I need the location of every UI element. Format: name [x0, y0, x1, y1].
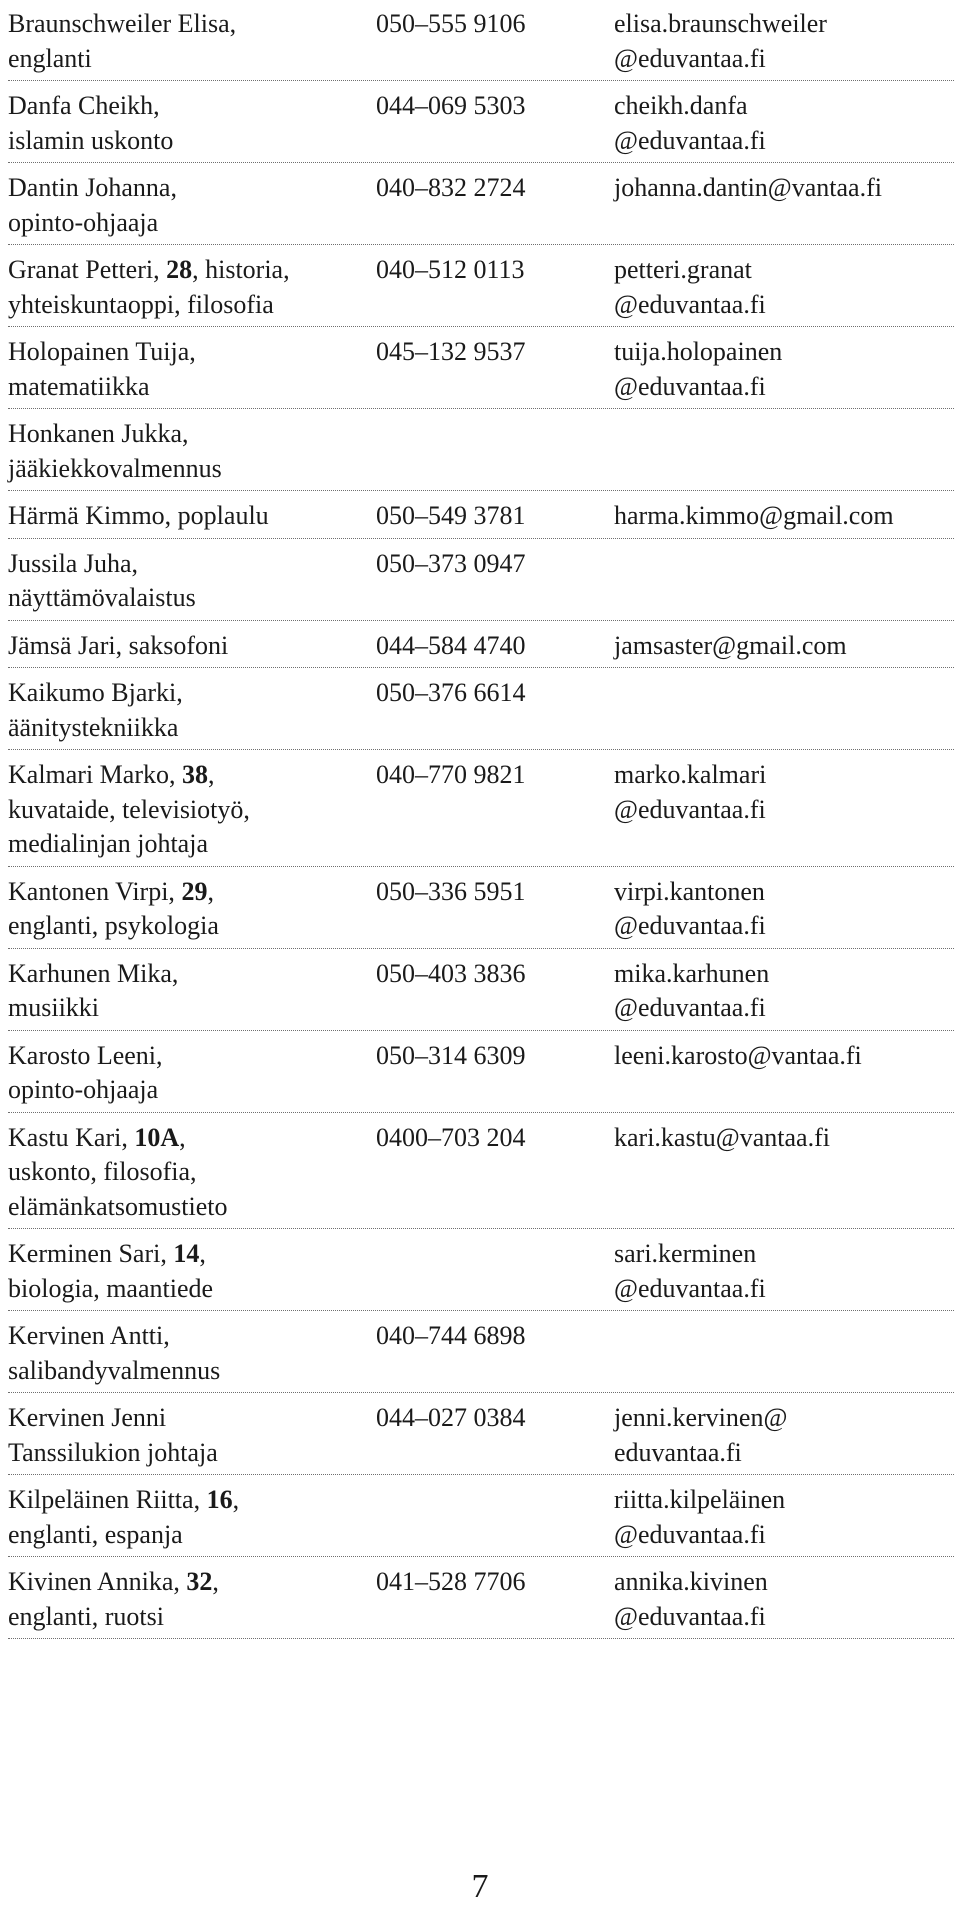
contact-name [8, 335, 376, 404]
contact-name-line: jääkiekkovalmennus [8, 453, 222, 483]
contact-row [8, 491, 954, 539]
contact-row [8, 81, 954, 163]
contact-name-line: yhteiskuntaoppi, filosofia [8, 289, 274, 319]
contact-email-line: eduvantaa.fi [614, 1437, 742, 1467]
contact-email [614, 1483, 954, 1552]
contact-email [614, 875, 954, 944]
contact-name-line: Kervinen Jenni [8, 1403, 167, 1432]
contact-name-line: Danfa Cheikh, [8, 91, 160, 120]
contact-email-line: jenni.kervinen@ [614, 1403, 788, 1432]
contact-name-line: islamin uskonto [8, 125, 174, 155]
contact-name-line: Kalmari Marko, 38, [8, 760, 215, 789]
contact-name-line: opinto-ohjaaja [8, 1075, 159, 1104]
contact-email-line: sari.kerminen [614, 1239, 757, 1268]
contact-name-line: Karhunen Mika, [8, 958, 179, 988]
contact-email-line: riitta.kilpeläinen [614, 1485, 786, 1514]
contact-phone: 040–512 0113 [376, 255, 525, 284]
contact-email [614, 1121, 954, 1156]
contact-email [614, 1237, 954, 1306]
contact-name [8, 875, 376, 944]
contact-name-line: Kilpeläinen Riitta, 16, [8, 1485, 240, 1514]
contact-name [8, 89, 376, 158]
contact-row [8, 1393, 954, 1475]
contact-email-line: annika.kivinen [614, 1567, 768, 1596]
contact-name-line: Karosto Leeni, [8, 1040, 163, 1070]
contact-email [614, 758, 954, 827]
contact-name-line: englanti, psykologia [8, 911, 219, 940]
contact-phone: 040–832 2724 [376, 173, 526, 202]
contact-phone: 050–336 5951 [376, 876, 526, 906]
contact-email-line: @eduvantaa.fi [614, 43, 766, 73]
contact-name-line: Kantonen Virpi, 29, [8, 876, 214, 906]
contact-email-line: @eduvantaa.fi [614, 125, 766, 155]
contact-name-line: matematiikka [8, 371, 150, 401]
contact-name [8, 253, 376, 322]
room-number: 32 [186, 1567, 213, 1596]
contact-name [8, 1401, 376, 1470]
contact-email-line: jamsaster@gmail.com [614, 630, 847, 660]
contact-row [8, 867, 954, 949]
room-number: 16 [206, 1485, 233, 1514]
contact-email [614, 1401, 954, 1470]
contact-row [8, 1229, 954, 1311]
contact-phone: 0400–703 204 [376, 1122, 526, 1152]
contact-email-line: marko.kalmari [614, 760, 767, 789]
contact-name [8, 1483, 376, 1552]
contact-phone: 050–403 3836 [376, 958, 526, 988]
contact-name [8, 1319, 376, 1388]
contact-name-line: Braunschweiler Elisa, [8, 9, 237, 38]
contact-email-line: @eduvantaa.fi [614, 1519, 766, 1549]
contact-email [614, 335, 954, 404]
contact-email-line: leeni.karosto@vantaa.fi [614, 1040, 862, 1070]
contact-name-line: Kaikumo Bjarki, [8, 678, 183, 707]
contact-name [8, 1237, 376, 1306]
contact-name-line: englanti, espanja [8, 1519, 183, 1549]
contact-name-line: kuvataide, televisiotyö, [8, 794, 250, 824]
contact-name [8, 1039, 376, 1108]
contact-phone: 044–027 0384 [376, 1403, 526, 1432]
contact-list [8, 0, 954, 1639]
contact-name-line: Granat Petteri, 28, historia, [8, 255, 290, 284]
contact-name-line: äänitystekniikka [8, 712, 179, 742]
contact-phone: 050–373 0947 [376, 548, 526, 578]
contact-row [8, 539, 954, 621]
room-number: 38 [182, 760, 209, 789]
contact-phone: 041–528 7706 [376, 1567, 526, 1596]
contact-phone: 044–069 5303 [376, 91, 526, 120]
contact-name-line: Dantin Johanna, [8, 173, 177, 202]
contact-name-line: elämänkatsomustieto [8, 1191, 228, 1221]
contact-email [614, 957, 954, 1026]
contact-phone: 045–132 9537 [376, 337, 526, 366]
contact-name [8, 758, 376, 862]
contact-name [8, 7, 376, 76]
contact-row [8, 163, 954, 245]
contact-email [614, 1039, 954, 1074]
contact-name [8, 547, 376, 616]
contact-phone: 050–314 6309 [376, 1040, 526, 1070]
contact-row [8, 245, 954, 327]
contact-name-line: musiikki [8, 993, 100, 1022]
contact-email [614, 7, 954, 76]
contact-email-line: harma.kimmo@gmail.com [614, 501, 894, 530]
contact-email-line: @eduvantaa.fi [614, 371, 766, 401]
room-number: 28 [166, 255, 193, 284]
contact-email-line: tuija.holopainen [614, 337, 783, 366]
page-number: 7 [471, 1868, 489, 1905]
contact-name [8, 417, 376, 486]
contact-row [8, 1113, 954, 1230]
contact-name-line: näyttämövalaistus [8, 583, 196, 612]
room-number: 14 [173, 1239, 200, 1268]
contact-row [8, 327, 954, 409]
contact-row [8, 1311, 954, 1393]
room-number: 29 [181, 876, 208, 906]
contact-row [8, 1475, 954, 1557]
contact-name [8, 1121, 376, 1225]
contact-email [614, 253, 954, 322]
contact-name [8, 957, 376, 1026]
contact-name [8, 676, 376, 745]
contact-name [8, 171, 376, 240]
contact-phone: 044–584 4740 [376, 630, 526, 660]
contact-name-line: Jämsä Jari, saksofoni [8, 630, 229, 660]
contact-name [8, 1565, 376, 1634]
contact-email-line: @eduvantaa.fi [614, 911, 766, 940]
contact-email [614, 171, 954, 206]
contact-email-line: johanna.dantin@vantaa.fi [614, 173, 882, 202]
contact-name-line: Kervinen Antti, [8, 1321, 170, 1350]
contact-row [8, 0, 954, 81]
contact-email-line: @eduvantaa.fi [614, 289, 766, 319]
room-number: 10A [134, 1122, 180, 1152]
contact-name-line: Tanssilukion johtaja [8, 1437, 218, 1467]
contact-name-line: Jussila Juha, [8, 548, 138, 578]
contact-name-line: Kerminen Sari, 14, [8, 1239, 206, 1268]
contact-row [8, 621, 954, 669]
contact-name [8, 629, 376, 664]
contact-email [614, 629, 954, 664]
contact-name-line: Honkanen Jukka, [8, 419, 189, 448]
contact-name-line: Kivinen Annika, 32, [8, 1567, 219, 1596]
contact-name-line: biologia, maantiede [8, 1273, 214, 1303]
contact-email-line: virpi.kantonen [614, 876, 765, 906]
contact-email [614, 499, 954, 534]
contact-phone: 040–770 9821 [376, 760, 526, 789]
contact-row [8, 668, 954, 750]
contact-name-line: englanti [8, 43, 92, 73]
contact-name-line: medialinjan johtaja [8, 829, 208, 858]
contact-email-line: @eduvantaa.fi [614, 993, 766, 1022]
contact-email-line: @eduvantaa.fi [614, 1601, 766, 1631]
contact-name-line: Härmä Kimmo, poplaulu [8, 501, 269, 530]
contact-row [8, 949, 954, 1031]
contact-email [614, 89, 954, 158]
contact-name-line: Kastu Kari, 10A, [8, 1122, 186, 1152]
contact-name-line: Holopainen Tuija, [8, 337, 196, 366]
contact-phone: 050–549 3781 [376, 501, 526, 530]
contact-name-line: englanti, ruotsi [8, 1601, 164, 1631]
contact-name-line: opinto-ohjaaja [8, 207, 159, 237]
contact-phone: 050–555 9106 [376, 9, 526, 38]
contact-name [8, 499, 376, 534]
contact-row [8, 409, 954, 491]
contact-email-line: mika.karhunen [614, 958, 770, 988]
contact-email-line: cheikh.danfa [614, 91, 748, 120]
contact-phone: 050–376 6614 [376, 678, 526, 707]
contact-email-line: petteri.granat [614, 255, 752, 284]
contact-email-line: elisa.braunschweiler [614, 9, 827, 38]
contact-name-line: salibandyvalmennus [8, 1355, 221, 1385]
contact-email-line: @eduvantaa.fi [614, 1273, 766, 1303]
contact-email-line: @eduvantaa.fi [614, 794, 766, 824]
contact-row [8, 750, 954, 867]
contact-row [8, 1557, 954, 1639]
contact-email [614, 1565, 954, 1634]
contact-phone: 040–744 6898 [376, 1321, 526, 1350]
contact-email-line: kari.kastu@vantaa.fi [614, 1122, 830, 1152]
contact-row [8, 1031, 954, 1113]
contact-name-line: uskonto, filosofia, [8, 1157, 197, 1186]
